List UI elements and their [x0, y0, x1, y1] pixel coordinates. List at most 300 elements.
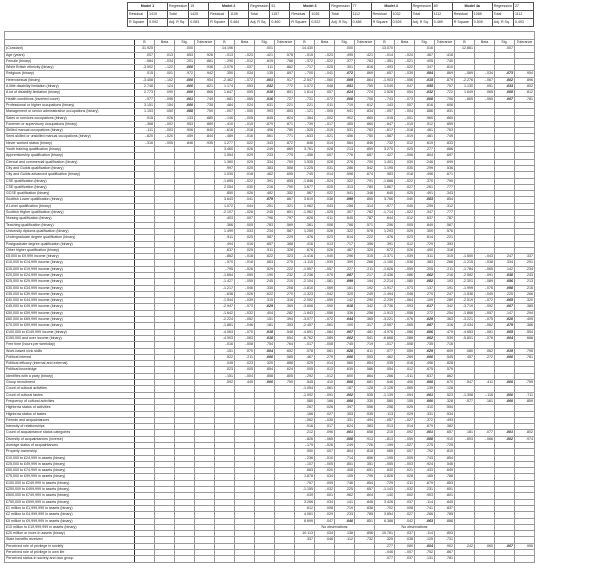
coef-b: -2.557	[375, 323, 395, 329]
coef-tolerance: .535	[355, 392, 375, 398]
coef-b: -1.494	[375, 291, 395, 297]
column-header: Tolerance	[355, 40, 375, 46]
coef-beta: -.065	[475, 266, 495, 272]
coef-tolerance: .872	[275, 140, 295, 146]
coef-sig: .792	[415, 449, 435, 455]
coef-tolerance: .553	[355, 354, 375, 360]
coef-beta: -.003	[395, 461, 415, 467]
coef-b: .054	[375, 367, 395, 373]
coef-b: 1.360	[215, 159, 235, 165]
coef-beta: .037	[395, 531, 415, 537]
r-square-value: 0.092	[148, 19, 168, 27]
coef-tolerance: .780	[355, 184, 375, 190]
coef-beta: .046	[315, 537, 335, 543]
coef-b	[295, 556, 315, 562]
coef-beta: -.081	[315, 279, 335, 285]
coef-b: -.062	[295, 417, 315, 423]
coef-b: -.410	[215, 121, 235, 127]
coef-b: .140	[375, 493, 395, 499]
coef-sig: .087	[335, 272, 355, 278]
coef-beta: .027	[315, 411, 335, 417]
coef-sig: .745	[335, 342, 355, 348]
row-label: Skilled manual occupations (binary)	[5, 128, 135, 134]
coef-tolerance: .337	[515, 254, 535, 260]
coef-beta: .014	[315, 361, 335, 367]
coef-sig: .714	[335, 455, 355, 461]
coef-beta: -.076	[475, 335, 495, 341]
coef-beta: .012	[395, 241, 415, 247]
coef-tolerance: .785	[435, 512, 455, 518]
coef-beta: .050	[155, 109, 175, 115]
coef-sig: .377	[335, 58, 355, 64]
coef-sig: .002	[335, 392, 355, 398]
coef-tolerance: .536	[435, 165, 455, 171]
coef-b: -4.691	[295, 329, 315, 335]
coef-sig: .001	[495, 430, 515, 436]
coef-sig: .410	[415, 405, 435, 411]
row-label: £100,000 to £149,999 income (binary)	[5, 329, 135, 335]
model-summary-header	[127, 2, 534, 27]
coef-b: -2.239	[375, 298, 395, 304]
coef-beta: .055	[235, 90, 255, 96]
coef-b: -2.107	[215, 210, 235, 216]
coef-beta: -.089	[475, 279, 495, 285]
coef-beta: -.072	[235, 77, 255, 83]
coef-beta: .211	[235, 354, 255, 360]
coef-b: -.584	[135, 58, 155, 64]
coef-beta: -.026	[315, 443, 335, 449]
coef-sig: .729	[415, 241, 435, 247]
coef-beta: -.090	[315, 304, 335, 310]
coef-tolerance: .867	[435, 550, 455, 556]
coef-tolerance: .856	[355, 455, 375, 461]
coef-tolerance: .534	[435, 411, 455, 417]
adj-r-square-label: Adj. R Sq.	[492, 19, 513, 27]
coef-sig: .001	[335, 430, 355, 436]
coef-beta: -.004	[235, 373, 255, 379]
coef-tolerance: .859	[355, 147, 375, 153]
coef-tolerance: .128	[355, 386, 375, 392]
coef-sig: .372	[415, 417, 435, 423]
coef-sig: .399	[335, 260, 355, 266]
coef-sig: .496	[415, 361, 435, 367]
coef-b: .005	[295, 367, 315, 373]
coef-sig: .000	[255, 354, 275, 360]
row-label: £70,000 to £99,999 income (binary)	[5, 323, 135, 329]
coef-b: 3.460	[215, 147, 235, 153]
coef-b: -1.115	[295, 260, 315, 266]
coef-b: -.826	[295, 436, 315, 442]
coef-sig: .903	[415, 493, 435, 499]
coef-sig: .561	[255, 134, 275, 140]
coef-b: -2.519	[455, 298, 475, 304]
row-label: Age (years)	[5, 52, 135, 58]
coef-beta: .166	[315, 398, 335, 404]
coef-sig: .044	[335, 317, 355, 323]
coef-beta: -.038	[475, 260, 495, 266]
row-label: £500,000 to £749,999 in assets (binary)	[5, 493, 135, 499]
coef-b: 1.195	[375, 165, 395, 171]
adj-r-square-label: Adj. R Sq.	[168, 19, 189, 27]
coef-b: .166	[295, 411, 315, 417]
coef-sig: .783	[255, 222, 275, 228]
coef-sig: .845	[255, 115, 275, 121]
coef-beta: .007	[315, 449, 335, 455]
coef-sig: .079	[255, 197, 275, 203]
column-header: B	[455, 40, 475, 46]
coef-b: 1.072	[215, 203, 235, 209]
coef-beta: .054	[395, 90, 415, 96]
coef-b: 1.614	[295, 90, 315, 96]
coef-tolerance: .670	[435, 380, 455, 386]
coef-sig: .456	[335, 134, 355, 140]
coef-b: -.665	[455, 96, 475, 102]
coef-sig: .000	[175, 77, 195, 83]
coef-b: -1.557	[295, 266, 315, 272]
coef-b: -1.666	[375, 178, 395, 184]
coef-b: -.570	[215, 260, 235, 266]
coef-sig: .084	[415, 71, 435, 77]
coef-beta: -.072	[315, 317, 335, 323]
coef-sig: .137	[415, 285, 435, 291]
coef-beta: .031	[315, 165, 335, 171]
coef-sig: .511	[255, 247, 275, 253]
coef-tolerance: .697	[435, 153, 455, 159]
coef-beta: -.057	[315, 266, 335, 272]
coef-tolerance: .612	[355, 102, 375, 108]
coef-sig: .788	[335, 222, 355, 228]
coef-b: .325	[375, 537, 395, 543]
coef-tolerance: .750	[355, 134, 375, 140]
coef-tolerance: .889	[195, 121, 215, 127]
coef-sig: .433	[415, 468, 435, 474]
coef-tolerance: .896	[515, 77, 535, 83]
row-label: Perceived role of privilege in society	[5, 543, 135, 549]
coef-tolerance: .860	[355, 115, 375, 121]
coef-sig: .000	[175, 46, 195, 52]
coef-sig: .719	[335, 505, 355, 511]
coef-tolerance: .418	[435, 52, 455, 58]
coef-b: .757	[295, 480, 315, 486]
coef-beta: -.084	[315, 329, 335, 335]
coef-sig: .099	[335, 197, 355, 203]
coef-sig: .796	[255, 216, 275, 222]
row-label: Health conditions (inverted count)	[5, 96, 135, 102]
regression-df: 77	[351, 3, 371, 11]
coef-tolerance: .315	[355, 254, 375, 260]
coef-tolerance: .795	[355, 474, 375, 480]
row-label: Intensity of relationships	[5, 424, 135, 430]
coef-beta: -.027	[395, 417, 415, 423]
coef-sig: .462	[255, 172, 275, 178]
coef-beta: .007	[395, 102, 415, 108]
coef-tolerance: .193	[435, 279, 455, 285]
coef-sig: .886	[415, 109, 435, 115]
coef-beta: -.069	[315, 285, 335, 291]
coef-tolerance: .294	[515, 310, 535, 316]
coef-beta: .013	[315, 367, 335, 373]
coef-sig: .000	[255, 380, 275, 386]
row-label: £10,000 to £24,999 in assets (binary)	[5, 455, 135, 461]
coef-beta: -.066	[475, 436, 495, 442]
coef-beta: .023	[395, 235, 415, 241]
model-name: Model 4a	[452, 3, 492, 11]
coef-tolerance: .421	[355, 52, 375, 58]
adj-r-square-value: 0.493	[513, 19, 533, 27]
coef-beta: -.022	[235, 178, 255, 184]
coef-b: 1.174	[215, 84, 235, 90]
coef-tolerance: .567	[435, 222, 455, 228]
coef-tolerance: .886	[275, 361, 295, 367]
coef-b	[455, 556, 475, 562]
coef-beta: .040	[395, 197, 415, 203]
coef-beta: -.015	[315, 128, 335, 134]
coef-beta: -.018	[235, 128, 255, 134]
coef-b: .511	[215, 235, 235, 241]
coef-sig: .496	[415, 172, 435, 178]
coef-beta: -.073	[395, 285, 415, 291]
column-header: Beta	[235, 40, 255, 46]
coef-sig: .334	[255, 159, 275, 165]
coef-beta: -.055	[235, 279, 255, 285]
coef-tolerance: .706	[435, 96, 455, 102]
coef-beta: .027	[395, 512, 415, 518]
coef-sig: .735	[415, 342, 435, 348]
coef-beta: -.025	[315, 65, 335, 71]
coef-tolerance: .768	[275, 58, 295, 64]
coef-sig: .000	[415, 380, 435, 386]
coef-sig: .029	[255, 304, 275, 310]
coef-beta: .096	[315, 430, 335, 436]
coef-sig: .029	[415, 348, 435, 354]
coef-tolerance: .840	[195, 128, 215, 134]
coef-beta: -.021	[395, 58, 415, 64]
coef-tolerance: .221	[435, 235, 455, 241]
row-label: Count of acquaintance status categories	[5, 430, 135, 436]
adj-r-square-value: 0.486	[351, 19, 371, 27]
coef-tolerance: .831	[435, 109, 455, 115]
row-label: £5 million to £9,999,999 in assets (binary)	[5, 518, 135, 524]
coef-b: 3.619	[295, 197, 315, 203]
coef-sig: .216	[255, 184, 275, 190]
coef-b: .015	[135, 115, 155, 121]
coef-sig: .007	[495, 46, 515, 52]
row-label: Management or senior administrative occupations (binary)	[5, 109, 135, 115]
coef-sig: .482	[255, 191, 275, 197]
coef-b: .258	[375, 405, 395, 411]
coef-b	[215, 556, 235, 562]
coef-tolerance: .860	[435, 115, 455, 121]
coef-b: .850	[215, 191, 235, 197]
coef-b: .403	[215, 216, 235, 222]
adj-r-square-label: Adj. R Sq.	[411, 19, 432, 27]
coef-b: 3.426	[375, 499, 395, 505]
row-label: City and Guilds qualification (binary)	[5, 165, 135, 171]
coef-b: -2.434	[455, 323, 475, 329]
total-label: Total	[168, 11, 189, 19]
coef-sig: .275	[415, 443, 435, 449]
coef-sig: .746	[335, 480, 355, 486]
coef-b: .702	[375, 505, 395, 511]
coef-tolerance: .494	[355, 417, 375, 423]
coef-b: -.292	[295, 373, 315, 379]
coef-b: 2.054	[215, 184, 235, 190]
coef-b: 1.647	[215, 90, 235, 96]
coef-tolerance	[355, 556, 375, 562]
coef-tolerance: .781	[515, 96, 535, 102]
coef-sig: .015	[415, 77, 435, 83]
coef-tolerance: .755	[355, 84, 375, 90]
coef-tolerance: .816	[355, 65, 375, 71]
row-label: A Level qualification (binary)	[5, 203, 135, 209]
coef-sig: .246	[415, 159, 435, 165]
coef-tolerance: .853	[435, 480, 455, 486]
coef-beta: -.022	[395, 210, 415, 216]
coef-b: -.731	[295, 96, 315, 102]
coef-beta: .030	[395, 165, 415, 171]
coef-b: .039	[295, 493, 315, 499]
coef-sig: .421	[255, 52, 275, 58]
coef-b: -.977	[135, 96, 155, 102]
coef-beta: -.009	[395, 455, 415, 461]
coef-sig: .249	[255, 147, 275, 153]
coef-beta: -.001	[395, 115, 415, 121]
coef-b: 1.259	[295, 228, 315, 234]
row-label: £1 million to £1,999,999 in assets (binary)	[5, 505, 135, 511]
coef-b: .997	[215, 165, 235, 171]
coef-beta: .033	[235, 228, 255, 234]
coef-beta: .062	[475, 348, 495, 354]
coef-sig: .112	[335, 537, 355, 543]
coef-tolerance: .845	[435, 499, 455, 505]
coef-tolerance: .243	[515, 272, 535, 278]
coef-tolerance: .838	[355, 505, 375, 511]
coef-tolerance: .864	[355, 77, 375, 83]
coef-beta: -.065	[475, 96, 495, 102]
coef-b: -.616	[215, 128, 235, 134]
coef-sig: .109	[415, 298, 435, 304]
row-label: GCSE qualification (binary)	[5, 191, 135, 197]
row-label: £20,000 to £24,999 income (binary)	[5, 272, 135, 278]
coef-beta: -.085	[395, 279, 415, 285]
coef-b: -1.903	[375, 77, 395, 83]
coef-tolerance: .611	[355, 348, 375, 354]
coef-beta: -.025	[315, 210, 335, 216]
coef-beta: .001	[315, 493, 335, 499]
column-header: Tolerance	[195, 40, 215, 46]
coef-b: -3.221	[375, 317, 395, 323]
row-label: Sales or services occupations (binary)	[5, 115, 135, 121]
coef-beta: .406	[395, 380, 415, 386]
coef-tolerance: .781	[515, 354, 535, 360]
coef-tolerance: .232	[275, 272, 295, 278]
coef-b: -1.427	[215, 279, 235, 285]
coef-b: .212	[295, 430, 315, 436]
coef-tolerance: .724	[355, 90, 375, 96]
r-square-value: 0.522	[310, 19, 330, 27]
coef-beta: .014	[315, 140, 335, 146]
coef-b: .545	[295, 380, 315, 386]
coef-b: 1.826	[375, 474, 395, 480]
coef-tolerance: .897	[275, 71, 295, 77]
coef-beta: .161	[475, 398, 495, 404]
coef-beta: .053	[235, 84, 255, 90]
coef-b: .016	[295, 424, 315, 430]
coef-b: 1.401	[375, 159, 395, 165]
coef-sig: .098	[495, 285, 515, 291]
coef-sig: .675	[415, 367, 435, 373]
coef-b: 1.072	[295, 84, 315, 90]
coef-sig: .619	[415, 140, 435, 146]
coef-b: 31.925	[135, 46, 155, 52]
coef-sig: .100	[335, 323, 355, 329]
coef-sig: .972	[175, 71, 195, 77]
coef-beta: -.065	[395, 323, 415, 329]
coef-b: -.351	[375, 58, 395, 64]
coef-beta: .030	[395, 159, 415, 165]
coef-tolerance: .290	[355, 298, 375, 304]
coef-beta	[315, 556, 335, 562]
coef-b: .547	[455, 380, 475, 386]
coef-beta: .024	[235, 102, 255, 108]
coef-tolerance: .658	[355, 430, 375, 436]
coef-b: -2.236	[295, 272, 315, 278]
coef-b: -.007	[215, 109, 235, 115]
coef-beta: -.017	[315, 121, 335, 127]
coef-b: 1.649	[455, 90, 475, 96]
coef-tolerance: .759	[275, 380, 295, 386]
coef-b: -.121	[295, 109, 315, 115]
coef-beta: -.039	[235, 298, 255, 304]
coef-sig: .018	[255, 335, 275, 341]
coef-tolerance: .320	[515, 298, 535, 304]
coef-b: -1.846	[295, 178, 315, 184]
coef-b: .366	[215, 222, 235, 228]
coef-b: .546	[375, 380, 395, 386]
coef-beta: -.076	[475, 285, 495, 291]
coef-beta: .037	[395, 556, 415, 562]
coef-tolerance: .880	[195, 115, 215, 121]
coef-beta: .028	[315, 147, 335, 153]
coef-tolerance: .810	[435, 65, 455, 71]
coef-tolerance: .802	[515, 430, 535, 436]
coef-tolerance: .801	[435, 493, 455, 499]
coef-tolerance: .194	[355, 279, 375, 285]
coef-sig: .009	[335, 77, 355, 83]
coef-b: .151	[215, 348, 235, 354]
coef-sig: .960	[415, 115, 435, 121]
coef-sig: .645	[335, 216, 355, 222]
coef-sig: .776	[335, 153, 355, 159]
coef-sig: .233	[255, 153, 275, 159]
coef-b: -2.436	[375, 272, 395, 278]
coef-beta: -.037	[235, 65, 255, 71]
coef-tolerance: .481	[355, 329, 375, 335]
model-name: Model 2	[209, 3, 249, 11]
coef-b: -.151	[215, 373, 235, 379]
coef-b: -1.784	[455, 266, 475, 272]
coef-tolerance: .902	[435, 543, 455, 549]
coef-tolerance: .954	[195, 77, 215, 83]
coef-sig: .370	[415, 178, 435, 184]
column-header: B	[215, 40, 235, 46]
coef-sig: .637	[415, 216, 435, 222]
coef-tolerance: .576	[435, 228, 455, 234]
coef-beta: .005	[235, 222, 255, 228]
coef-beta: -.021	[315, 134, 335, 140]
total-label: Total	[249, 11, 270, 19]
coef-beta: .016	[235, 241, 255, 247]
